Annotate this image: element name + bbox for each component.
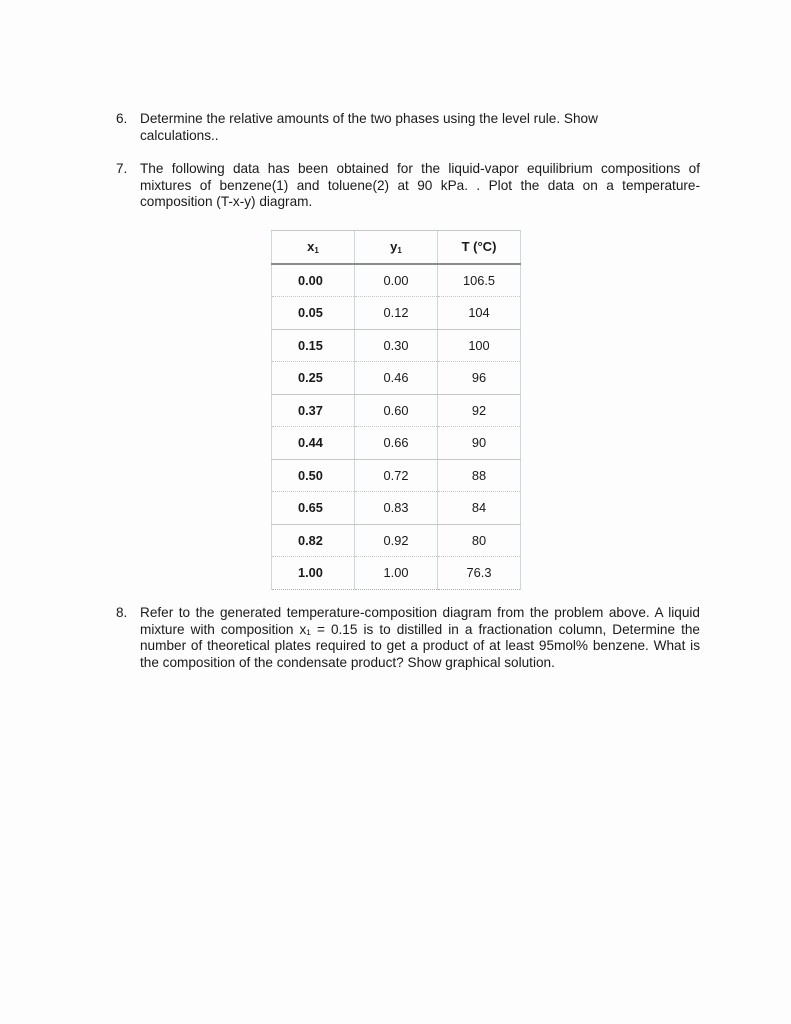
- cell-x1: 0.37: [272, 394, 355, 427]
- vle-data-table: [271, 230, 521, 590]
- cell-x1: 0.25: [272, 362, 355, 395]
- question-text: Determine the relative amounts of the two phases using the level rule. Show calculations..: [140, 111, 598, 143]
- table-row: [272, 297, 521, 330]
- table-row: [272, 394, 521, 427]
- cell-temperature: 80: [438, 524, 521, 557]
- cell-x1: 0.50: [272, 459, 355, 492]
- table-header-row: [272, 231, 521, 264]
- cell-x1: 0.05: [272, 297, 355, 330]
- cell-y1: 0.46: [355, 362, 438, 395]
- table-row: [272, 492, 521, 525]
- table-row: [272, 524, 521, 557]
- header-temperature: T (°C): [438, 231, 521, 264]
- cell-temperature: 100: [438, 329, 521, 362]
- table-row: [272, 427, 521, 460]
- table-row: [272, 362, 521, 395]
- cell-y1: 0.60: [355, 394, 438, 427]
- cell-temperature: 92: [438, 394, 521, 427]
- cell-y1: 0.12: [355, 297, 438, 330]
- cell-y1: 0.66: [355, 427, 438, 460]
- cell-y1: 0.92: [355, 524, 438, 557]
- cell-temperature: 88: [438, 459, 521, 492]
- cell-x1: 0.15: [272, 329, 355, 362]
- cell-x1: 1.00: [272, 557, 355, 590]
- question-number: 8.: [116, 605, 128, 620]
- question-number: 7.: [116, 161, 128, 176]
- question-text: Refer to the generated temperature-composition diagram from the problem above. A liquid mixture with composition x₁ = 0.15 is to distilled in a fractionation column, Determine the number of theoretical plates required to get a product of at least 95mol% benzene. What is the composition of the condensate product? Show graphical solution.: [140, 605, 700, 670]
- cell-temperature: 84: [438, 492, 521, 525]
- cell-y1: 0.83: [355, 492, 438, 525]
- cell-x1: 0.44: [272, 427, 355, 460]
- cell-temperature: 76.3: [438, 557, 521, 590]
- cell-temperature: 96: [438, 362, 521, 395]
- cell-x1: 0.00: [272, 264, 355, 297]
- table-row: [272, 264, 521, 297]
- table-row: [272, 557, 521, 590]
- cell-y1: 0.30: [355, 329, 438, 362]
- table-row: [272, 459, 521, 492]
- cell-x1: 0.65: [272, 492, 355, 525]
- cell-y1: 0.00: [355, 264, 438, 297]
- cell-temperature: 104: [438, 297, 521, 330]
- header-x1: $x_1$: [272, 231, 355, 264]
- cell-y1: 0.72: [355, 459, 438, 492]
- question-text: The following data has been obtained for the liquid-vapor equilibrium compositions of mixtures of benzene(1) and toluene(2) at 90 kPa. . Plot the data on a temperature-composition (T-x-y) diagram.: [140, 161, 700, 209]
- cell-x1: 0.82: [272, 524, 355, 557]
- table-row: [272, 329, 521, 362]
- header-y1: $y_1$: [355, 231, 438, 264]
- cell-temperature: 90: [438, 427, 521, 460]
- question-number: 6.: [116, 111, 128, 126]
- cell-temperature: 106.5: [438, 264, 521, 297]
- cell-y1: 1.00: [355, 557, 438, 590]
